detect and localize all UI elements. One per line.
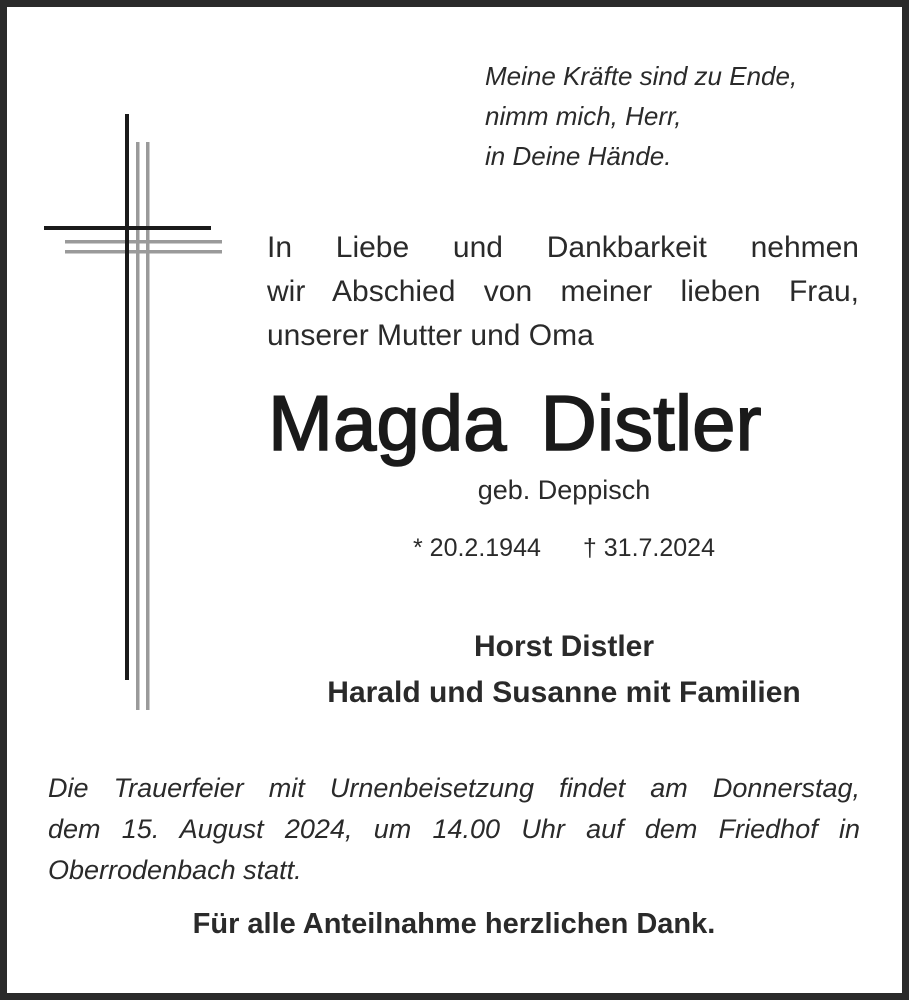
verse xyxy=(485,56,797,176)
maiden-name: geb. Deppisch xyxy=(477,475,651,505)
verse-line: Meine Kräfte sind zu Ende, xyxy=(485,61,798,91)
cross-icon xyxy=(40,112,230,712)
service-info xyxy=(48,768,860,891)
thanks-line: Für alle Anteilnahme herzlichen Dank. xyxy=(192,908,716,940)
life-dates xyxy=(268,530,860,566)
death-date: † 31.7.2024 xyxy=(582,534,715,562)
intro-text xyxy=(267,226,859,358)
last-name: Distler xyxy=(540,379,762,467)
intro-line: wir Abschied von meiner lieben Frau, xyxy=(267,275,859,308)
birth-date: * 20.2.1944 xyxy=(413,534,541,562)
verse-line: in Deine Hände. xyxy=(485,141,672,171)
deceased-name xyxy=(268,378,860,468)
service-line: dem 15. August 2024, um 14.00 Uhr auf dem Friedhof in xyxy=(48,814,860,844)
verse-line: nimm mich, Herr, xyxy=(485,101,682,131)
intro-line: In Liebe und Dankbarkeit nehmen xyxy=(267,231,859,264)
service-line: Die Trauerfeier mit Urnenbeisetzung findet am Donnerstag, xyxy=(48,773,860,803)
first-name: Magda xyxy=(268,379,507,467)
mourners xyxy=(268,624,860,716)
mourner-line: Harald und Susanne mit Familien xyxy=(327,676,801,709)
intro-line: unserer Mutter und Oma xyxy=(267,319,594,352)
mourner-line: Horst Distler xyxy=(473,630,655,663)
service-line: Oberrodenbach statt. xyxy=(48,855,302,885)
